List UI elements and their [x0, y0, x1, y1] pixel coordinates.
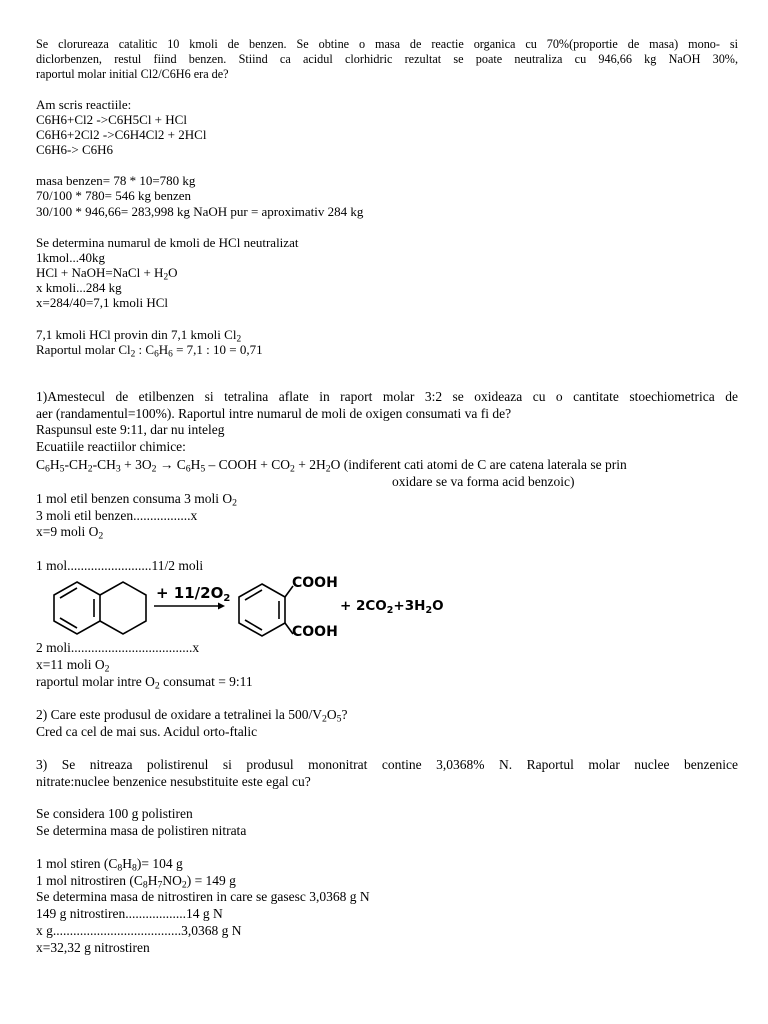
calc-line: 30/100 * 946,66= 283,998 kg NaOH pur = aproximativ 284 kg	[36, 204, 364, 219]
calc-line: Se determina masa de nitrostiren in care se gasesc 3,0368 g N	[36, 889, 370, 904]
problem-statement-line: nitrate:nuclee benzenice nesubstituite este egal cu?	[36, 774, 311, 789]
cooh-bottom-label: COOH	[292, 624, 338, 640]
problem-statement-line: 1)Amestecul de etilbenzen si tetralina aflate in raport molar 3:2 se oxideaza cu o cantitate stoechiometrica de	[36, 389, 738, 404]
reaction-arrow	[154, 603, 225, 610]
conclusion-line: 7,1 kmoli HCl provin din 7,1 kmoli $Cl_2$	[36, 327, 242, 345]
answer-note: Raspunsul este 9:11, dar nu inteleg	[36, 422, 225, 437]
reaction-line: C6H6+2Cl2 ->C6H4Cl2 + 2HCl	[36, 127, 207, 142]
problem-statement-line: aer (randamentul=100%). Raportul intre numarul de moli de oxigen consumati va fi de?	[36, 406, 512, 421]
calc-line: 70/100 * 780= 546 kg benzen	[36, 188, 192, 203]
reaction-line: C6H6-> C6H6	[36, 142, 114, 157]
reaction-continuation: oxidare se va forma acid benzoic)	[392, 474, 575, 489]
reactions-intro: Am scris reactiile:	[36, 97, 132, 112]
tetralin-oxidation-scheme	[36, 574, 456, 646]
section-title: Se determina numarul de kmoli de HCl neutralizat	[36, 235, 299, 250]
problem-statement-line: raportul molar initial Cl2/C6H6 era de?	[36, 67, 229, 81]
calc-line: masa benzen= 78 * 10=780 kg	[36, 173, 196, 188]
calc-line: x g......................................3,0368 g N	[36, 923, 242, 938]
calc-line: 1 mol etil benzen consuma 3 moli $O_2$	[36, 491, 237, 509]
calc-line: x=11 moli $O_2$	[36, 657, 110, 675]
calc-line: 1 mol stiren $(C_8H_8)= 104$ g	[36, 856, 183, 874]
tetralin-structure	[54, 582, 146, 634]
calc-line: 1kmol...40kg	[36, 250, 105, 265]
calc-line: 1 mol.........................11/2 moli	[36, 558, 204, 573]
oxidant-label: + $11/2O_2$	[156, 584, 231, 604]
calc-line: raportul molar intre $O_2$ consumat = 9:11	[36, 674, 253, 692]
answer-line: Cred ca cel de mai sus. Acidul orto-ftalic	[36, 724, 258, 739]
calc-line: x=284/40=7,1 kmoli HCl	[36, 295, 169, 310]
oxidation-reaction: $C_6H_5-CH_2-CH_3 + 3O_2 \to C_6H_5$ – COOH + $CO_2 + 2H_2O$ (indiferent cati atomi de C are catena laterala se prin	[36, 457, 627, 475]
reaction-line: C6H6+Cl2 ->C6H5Cl + HCl	[36, 112, 187, 127]
calc-line: Se considera 100 g polistiren	[36, 806, 193, 821]
calc-line: Se determina masa de polistiren nitrata	[36, 823, 247, 838]
calc-line: 149 g nitrostiren..................14 g N	[36, 906, 223, 921]
calc-line: 1 mol nitrostiren $(C_8H_7NO_2) = 149$ g	[36, 873, 236, 891]
problem-statement-line: 3) Se nitreaza polistirenul si produsul mononitrat contine 3,0368% N. Raportul molar nuclee benzenice	[36, 757, 738, 772]
byproducts-label: + $2CO_2+3H_2O$	[340, 598, 444, 616]
calc-line: 3 moli etil benzen.................x	[36, 508, 198, 523]
calc-line: x kmoli...284 kg	[36, 280, 122, 295]
problem-statement-line: diclorbenzen, restul fiind benzen. Stiind ca acidul clorhidric rezultat se poate neutraliza cu 946,66 kg NaOH 30%,	[36, 52, 738, 66]
conclusion-line: Raportul molar $Cl_2$ : $C_6H_6 = 7,1$ : 10 = 0,71	[36, 342, 263, 360]
section-title: Ecuatiile reactiilor chimice:	[36, 439, 186, 454]
calc-line: x=32,32 g nitrostiren	[36, 940, 150, 955]
phthalic-acid-structure	[239, 584, 293, 636]
problem-statement-line: 2) Care este produsul de oxidare a tetralinei la $500/V_2O_5$?	[36, 707, 348, 725]
cooh-top-label: COOH	[292, 575, 338, 591]
neutralization-equation: HCl + NaOH=NaCl + $H_2O$	[36, 265, 178, 283]
calc-line: 2 moli....................................x	[36, 640, 200, 655]
calc-line: x=9 moli $O_2$	[36, 524, 104, 542]
problem-statement-line: Se clorureaza catalitic 10 kmoli de benzen. Se obtine o masa de reactie organica cu 70%(proportie de masa) mono- si	[36, 37, 738, 51]
